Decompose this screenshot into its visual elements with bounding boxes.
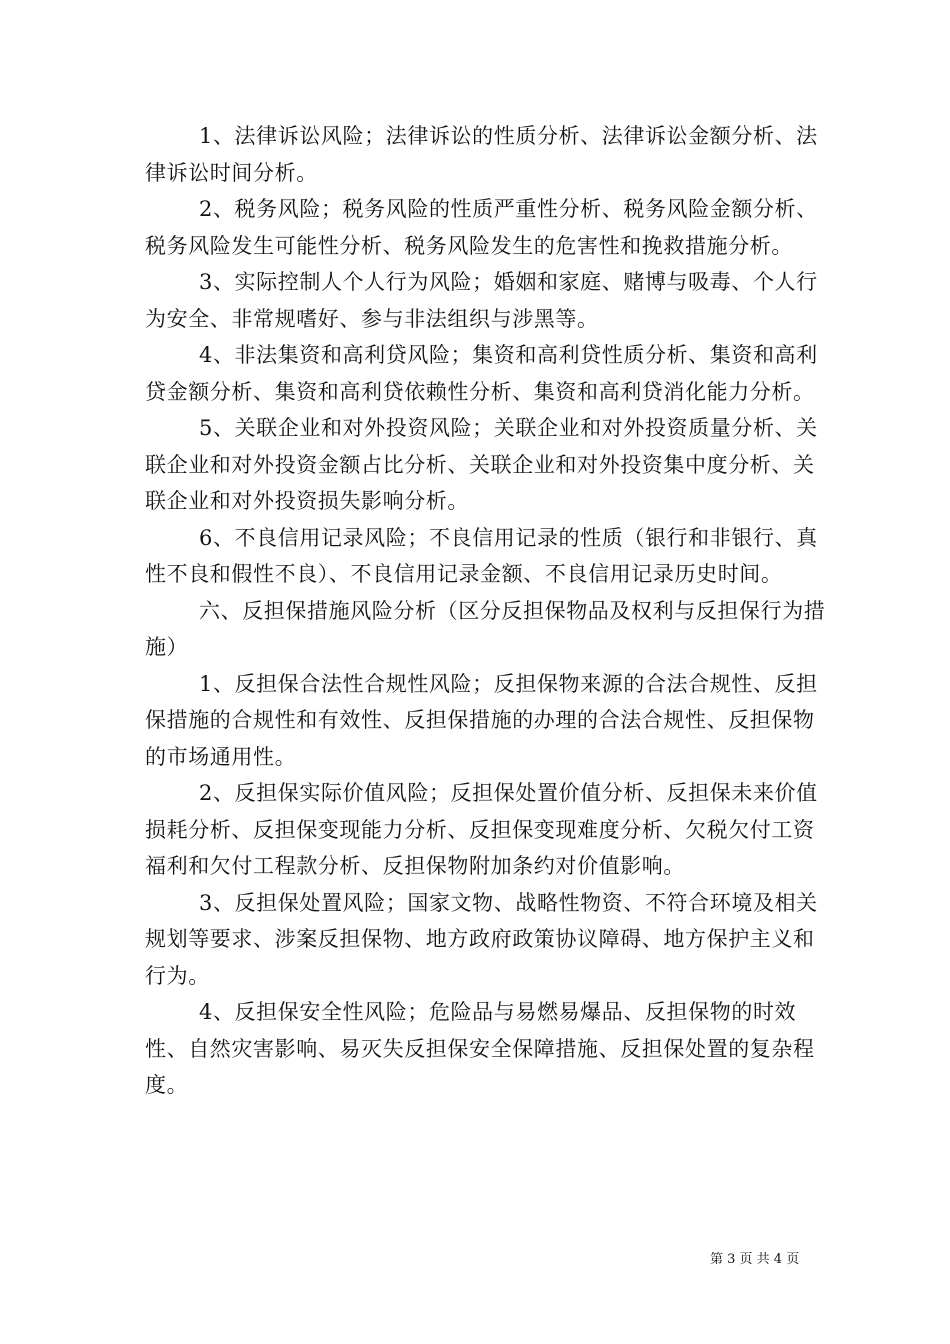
paragraph-legal-litigation-risk: 1、法律诉讼风险；法律诉讼的性质分析、法律诉讼金额分析、法律诉讼时间分析。	[145, 124, 818, 185]
paragraph-safety-risk: 4、反担保安全性风险；危险品与易燃易爆品、反担保物的时效性、自然灾害影响、易灭失反担保安全保障措施、反担保处置的复杂程度。	[145, 1000, 815, 1097]
paragraph-bad-credit-risk: 6、不良信用记录风险；不良信用记录的性质（银行和非银行、真性不良和假性不良）、不良信用记录金额、不良信用记录历史时间。	[145, 525, 818, 586]
document-body	[145, 118, 831, 1104]
paragraph-compliance-risk: 1、反担保合法性合规性风险；反担保物来源的合法合规性、反担保措施的合规性和有效性、反担保措施的办理的合法合规性、反担保物的市场通用性。	[145, 671, 818, 769]
paragraph-controller-behavior-risk: 3、实际控制人个人行为风险；婚姻和家庭、赌博与吸毒、个人行为安全、非常规嗜好、参与非法组织与涉黑等。	[145, 270, 818, 331]
paragraph-related-enterprise-risk: 5、关联企业和对外投资风险；关联企业和对外投资质量分析、关联企业和对外投资金额占比分析、关联企业和对外投资集中度分析、关联企业和对外投资损失影响分析。	[145, 416, 818, 513]
page-number-footer: 第 3 页 共 4 页	[710, 1252, 800, 1267]
paragraph-tax-risk: 2、税务风险；税务风险的性质严重性分析、税务风险金额分析、税务风险发生可能性分析、税务风险发生的危害性和挽救措施分析。	[145, 197, 818, 258]
paragraph-disposal-risk: 3、反担保处置风险；国家文物、战略性物资、不符合环境及相关规划等要求、涉案反担保物、地方政府政策协议障碍、地方保护主义和行为。	[145, 890, 818, 988]
paragraph-illegal-fundraising-risk: 4、非法集资和高利贷风险；集资和高利贷性质分析、集资和高利贷金额分析、集资和高利贷依赖性分析、集资和高利贷消化能力分析。	[145, 343, 818, 404]
section-heading-counter-guarantee: 六、反担保措施风险分析（区分反担保物品及权利与反担保行为措施）	[145, 598, 826, 659]
paragraph-actual-value-risk: 2、反担保实际价值风险；反担保处置价值分析、反担保未来价值损耗分析、反担保变现能力分析、反担保变现难度分析、欠税欠付工资福利和欠付工程款分析、反担保物附加条约对价值影响。	[145, 781, 818, 878]
